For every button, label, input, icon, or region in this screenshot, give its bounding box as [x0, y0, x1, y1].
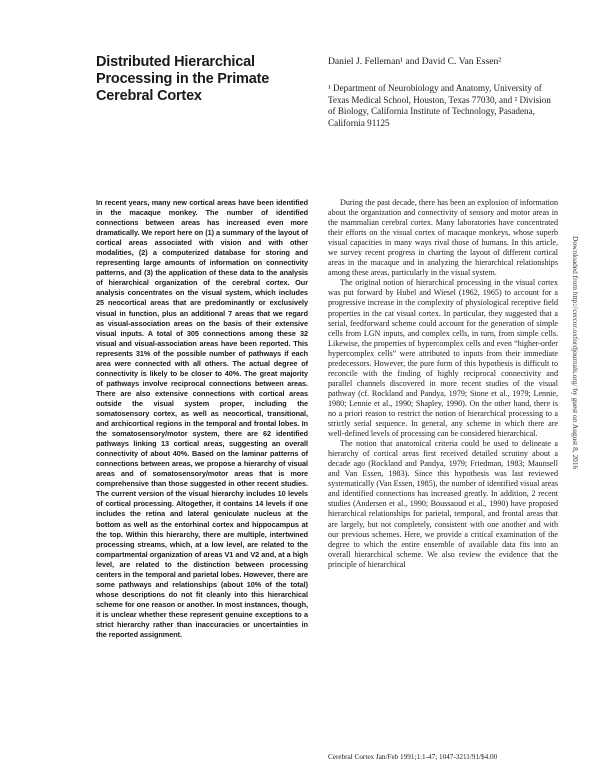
paragraph-1: During the past decade, there has been an explosion of information about the organization and connectivity of sensory and motor areas in the mammalian cerebral cortex. Many laboratories have concentrated their efforts on the visual cortex of macaque monkeys, whose superb visual capacities in many ways rival those of humans. In this article, we survey recent progress in charting the layout of different cortical areas in the macaque and in analyzing the hierarchical relationships among these areas, particularly in the visual system.	[328, 198, 558, 278]
affiliation: ¹ Department of Neurobiology and Anatomy, University of Texas Medical School, Houston, Texas 77030, and ² Division of Biology, California Institute of Technology, Pasadena, California 91125	[328, 83, 551, 128]
paragraph-2: The original notion of hierarchical processing in the visual cortex was put forward by Hubel and Wiesel (1962, 1965) to account for a progressive increase in the complexity of physiological receptive field properties in the cat visual cortex. In particular, they suggested that a serial, feedforward scheme could account for the generation of simple cells from LGN inputs, and complex cells, in turn, from simple cells. Likewise, the properties of hypercomplex cells and even “higher-order hypercomplex cells” were attributed to inputs from their immediate predecessors. However, the pure form of this hypothesis is difficult to reconcile with the finding of highly reciprocal connectivity and parallel channels discovered in more recent studies of the visual pathway (cf. Rockland and Pandya, 1979; Stone et al., 1979; Lennie, 1980; Lennie et al., 1990; Shapley, 1990). On the other hand, there is no a priori reason to restrict the notion of hierarchical processing to a strictly serial sequence. In general, any scheme in which there are well-defined levels of processing can be considered hierarchical.	[328, 278, 558, 439]
article-title: Distributed Hierarchical Processing in the Primate Cerebral Cortex	[96, 54, 270, 104]
body-text	[328, 198, 558, 570]
download-notice-text: Downloaded from http://cercor.oxfordjournals.org/ by guest on August 8, 2016	[571, 236, 580, 470]
journal-citation-footer: Cerebral Cortex Jan/Feb 1991;1:1-47; 1047-3211/91/$4.00	[328, 753, 498, 761]
download-notice	[570, 236, 580, 576]
affiliations	[328, 83, 560, 129]
author-list: Daniel J. Felleman¹ and David C. Van Essen²	[328, 56, 502, 67]
abstract: In recent years, many new cortical areas have been identified in the macaque monkey. The number of identified connections between areas has increased even more dramatically. We report here on (1) a summary of the layout of cortical areas associated with vision and with other modalities, (2) a computerized database for storing and representing large amounts of information on connectivity patterns, and (3) the application of these data to the analysis of hierarchical organization of the cerebral cortex. Our analysis concentrates on the visual system, which includes 25 neocortical areas that are predominantly or exclusively visual in function, plus an additional 7 areas that we regard as visual-association areas on the basis of their extensive visual inputs. A total of 305 connections among these 32 visual and visual-association areas have been reported. This represents 31% of the possible number of pathways if each area were connected with all others. The actual degree of connectivity is likely to be closer to 40%. The great majority of pathways involve reciprocal connections between areas. There are also extensive connections with cortical areas outside the visual system proper, including the somatosensory cortex, as well as neocortical, transitional, and archicortical regions in the temporal and frontal lobes. In the somatosensory/motor system, there are 62 identified pathways linking 13 cortical areas, suggesting an overall connectivity of about 40%. Based on the laminar patterns of connections between areas, we propose a hierarchy of visual areas and of somatosensory/motor areas that is more comprehensive than those suggested in other recent studies. The current version of the visual hierarchy includes 10 levels of cortical processing. Altogether, it contains 14 levels if one includes the retina and lateral geniculate nucleus at the bottom as well as the entorhinal cortex and hippocampus at the top. Within this hierarchy, there are multiple, intertwined processing streams, which, at a low level, are related to the compartmental organization of areas V1 and V2 and, at a high level, are related to the distinction between processing centers in the temporal and parietal lobes. However, there are some pathways and relationships (about 10% of the total) whose descriptions do not fit cleanly into this hierarchical scheme for one reason or another. In most instances, though, it is unclear whether these represent genuine exceptions to a strict hierarchy rather than inaccuracies or uncertainties in the reported assignment.	[96, 198, 308, 640]
paragraph-3: The notion that anatomical criteria could be used to delineate a hierarchy of cortical areas first received detailed scrutiny about a decade ago (Rockland and Pandya, 1979; Friedman, 1983; Maunsell and Van Essen, 1983). Since this hypothesis was last reviewed systematically (Van Essen, 1985), the number of identified visual areas and identified connections has increased greatly. In addition, 2 recent studies (Andersen et al., 1990; Boussaoud et al., 1990) have proposed hierarchical relationships for parietal, temporal, and frontal areas that are largely, but not completely, consistent with one another and with our previous schemes. Here, we provide a critical examination of the degree to which the entire ensemble of available data fits into an overall hierarchical scheme. We also review the evidence that the principle of hierarchical	[328, 439, 558, 569]
